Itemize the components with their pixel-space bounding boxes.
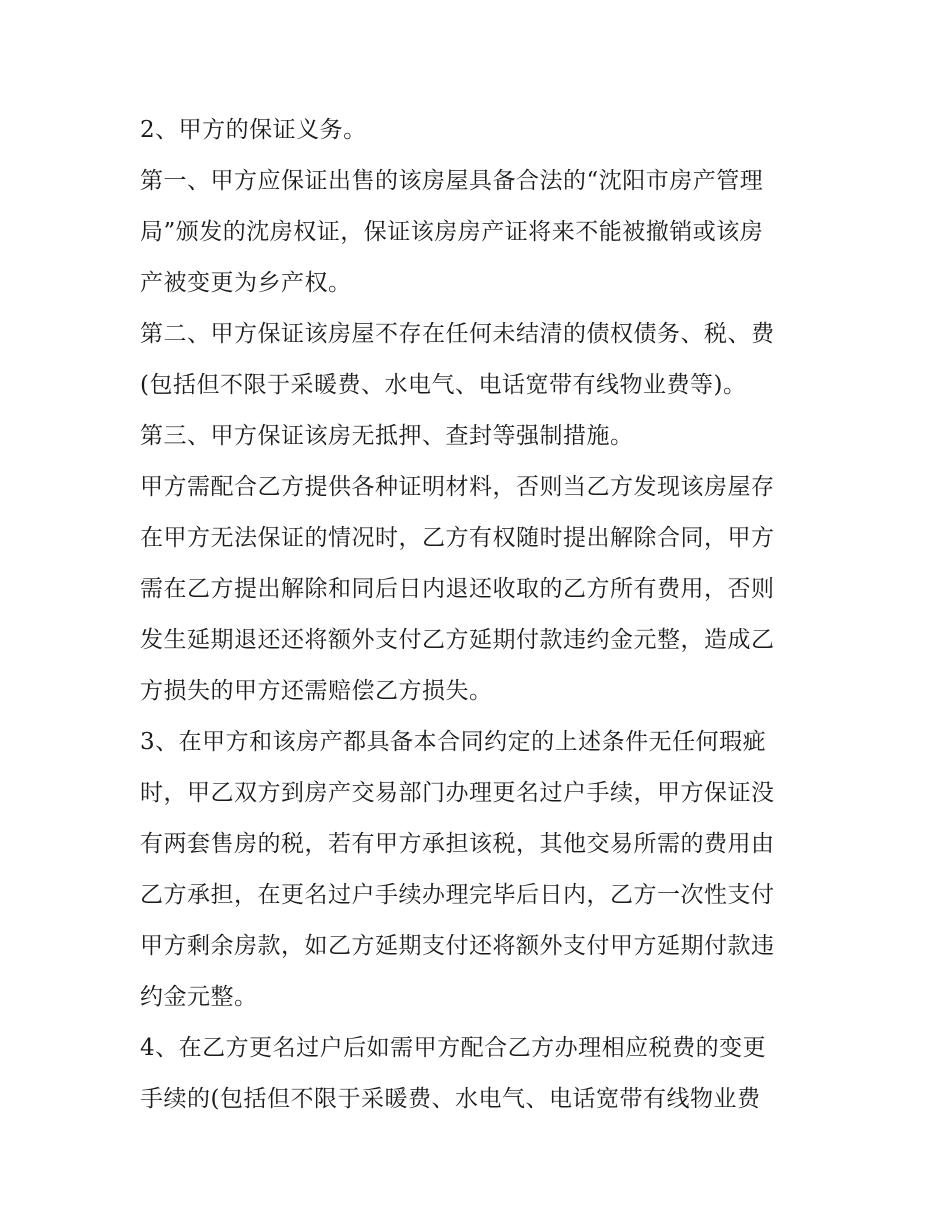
text-line: 方损失的甲方还需赔偿乙方损失。 [140,678,493,704]
text-line: 发生延期退还还将额外支付乙方延期付款违约金元整，造成乙 [140,627,775,653]
text-line: 产被变更为乡产权。 [140,270,352,296]
text-line: 局”颁发的沈房权证，保证该房房产证将来不能被撤销或该房 [140,219,764,245]
text-line: 2、甲方的保证义务。 [140,117,367,143]
text-line: 有两套售房的税，若有甲方承担该税，其他交易所需的费用由 [140,831,775,857]
text-line: 第三、甲方保证该房无抵押、查封等强制措施。 [140,423,634,449]
text-line: 约金元整。 [140,984,258,1010]
text-line: (包括但不限于采暖费、水电气、电话宽带有线物业费等)。 [140,372,747,398]
text-line: 乙方承担，在更名过户手续办理完毕后日内，乙方一次性支付 [140,882,775,908]
text-line: 第一、甲方应保证出售的该房屋具备合法的“沈阳市房产管理 [140,168,764,194]
text-line: 需在乙方提出解除和同后日内退还收取的乙方所有费用，否则 [140,576,775,602]
text-line: 时，甲乙双方到房产交易部门办理更名过户手续，甲方保证没 [140,780,775,806]
text-line: 3、在甲方和该房产都具备本合同约定的上述条件无任何瑕疵 [140,729,767,755]
text-line: 第二、甲方保证该房屋不存在任何未结清的债权债务、税、费 [140,321,775,347]
text-line: 在甲方无法保证的情况时，乙方有权随时提出解除合同，甲方 [140,525,775,551]
text-line: 甲方剩余房款，如乙方延期支付还将额外支付甲方延期付款违 [140,933,775,959]
text-line: 手续的(包括但不限于采暖费、水电气、电话宽带有线物业费 [140,1086,761,1112]
text-line: 甲方需配合乙方提供各种证明材料，否则当乙方发现该房屋存 [140,474,775,500]
text-line: 4、在乙方更名过户后如需甲方配合乙方办理相应税费的变更 [140,1035,767,1061]
document-body [140,105,820,1125]
